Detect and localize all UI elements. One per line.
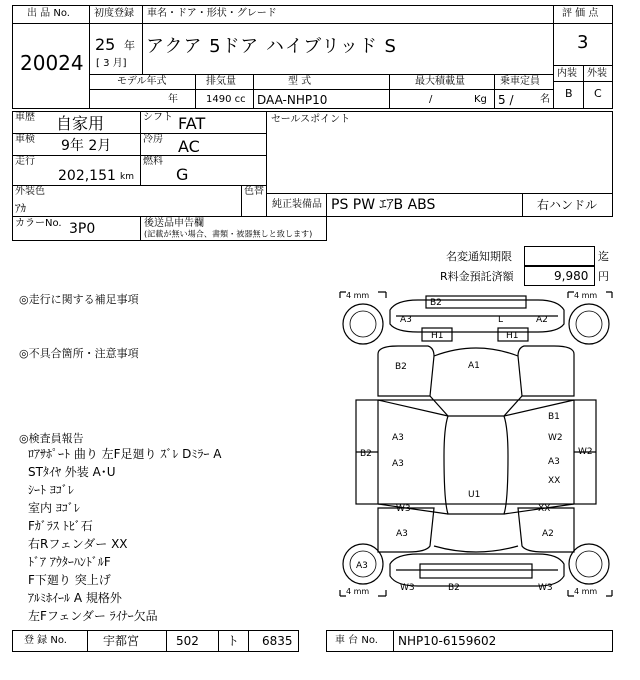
mark-xx-right-rear: XX <box>538 504 551 514</box>
type-label: 型 式 <box>288 76 312 87</box>
report-line: Fｶﾞﾗｽ ﾄﾋﾞ石 <box>28 519 93 533</box>
first-registration-month: [ 3 月] <box>96 58 127 69</box>
capacity-unit: 名 <box>540 94 550 105</box>
name-change-value-box <box>524 246 595 266</box>
registration-label: 登 録 No. <box>24 635 67 646</box>
model-year-unit: 年 <box>168 94 178 105</box>
mark-a1: A1 <box>468 361 480 371</box>
mark-a3-left-rear: A3 <box>396 529 408 539</box>
recycle-value: 9,980 <box>554 269 589 283</box>
name-change-label: 名変通知期限 <box>446 250 512 263</box>
interior-label: 内装 <box>557 68 577 79</box>
mark-a3-top: A3 <box>400 315 412 325</box>
interior-score: B <box>565 87 573 100</box>
history-label: 車歴 <box>15 112 35 123</box>
grade-value: 3 <box>577 32 589 53</box>
fuel-value: G <box>176 165 189 184</box>
mark-l: L <box>498 315 504 325</box>
displacement-value: 1490 cc <box>206 94 246 105</box>
car-condition-diagram <box>338 288 614 600</box>
mark-w3-bottom-left: W3 <box>400 583 415 593</box>
max-load-value: / <box>429 94 433 105</box>
corner-label-rear-left: 4 mm <box>346 587 370 596</box>
mileage-value: 202,151 <box>58 168 116 184</box>
mileage-label: 走行 <box>15 156 35 167</box>
mark-a3-left-wheel: A3 <box>356 561 368 571</box>
displacement-label: 排気量 <box>206 76 236 87</box>
car-name-label: 車名・ドア・形状・グレード <box>147 8 277 19</box>
grade-label: 評 価 点 <box>562 8 599 19</box>
car-name: アクア 5ドア ハイブリッド S <box>146 36 397 57</box>
corner-label-front-left: 4 mm <box>346 291 370 300</box>
color-number-value: 3P0 <box>69 221 96 237</box>
sales-point-label: セールスポイント <box>271 114 351 125</box>
chassis-number: NHP10-6159602 <box>398 634 497 648</box>
report-line: F下廻り 突上げ <box>28 573 111 587</box>
lot-label: 出 品 No. <box>27 8 70 19</box>
fuel-label: 燃料 <box>143 156 163 167</box>
driving-remarks-label: ◎走行に関する補足事項 <box>19 293 139 306</box>
inspection-value: 9年 2月 <box>61 138 112 154</box>
report-line: ｼｰﾄ ﾖｺﾞﾚ <box>28 483 74 497</box>
report-line: 左Fフェンダー ﾗｲﾅｰ欠品 <box>28 609 158 623</box>
name-change-unit: 迄 <box>598 250 609 263</box>
mark-xx-right-door: XX <box>548 476 561 486</box>
capacity-label: 乗車定員 <box>500 76 540 87</box>
ac-label: 冷房 <box>143 134 163 145</box>
mark-a3-left-door1: A3 <box>392 433 404 443</box>
mark-h1-left: H1 <box>431 331 444 341</box>
max-load-label: 最大積載量 <box>415 76 465 87</box>
mark-b2-bottom: B2 <box>448 583 460 593</box>
capacity-value: 5 / <box>498 93 514 107</box>
history-value: 自家用 <box>56 114 105 133</box>
registration-place: 宇都宮 <box>103 634 140 648</box>
color-change-label: 色替 <box>244 186 264 197</box>
mark-w3-bottom-right: W3 <box>538 583 553 593</box>
corner-label-rear-right: 4 mm <box>574 587 598 596</box>
mark-a2-top: A2 <box>536 315 548 325</box>
corner-label-front-right: 4 mm <box>574 291 598 300</box>
mark-b2-top: B2 <box>430 298 442 308</box>
exterior-label: 外装 <box>587 68 607 79</box>
mark-a3-left-door2: A3 <box>392 459 404 469</box>
aftermarket-note: (記載が無い場合、書類・被器無しと致します) <box>144 230 313 240</box>
mark-h1-right: H1 <box>506 331 519 341</box>
report-line: 室内 ﾖｺﾞﾚ <box>28 501 80 515</box>
first-registration-label: 初度登録 <box>94 8 134 19</box>
mark-b2-left-fender: B2 <box>395 362 407 372</box>
registration-class: 502 <box>176 634 199 648</box>
aftermarket-label: 後送品申告欄 <box>144 218 204 229</box>
mark-w2-right: W2 <box>548 433 563 443</box>
color-label: 外装色 <box>15 186 45 197</box>
mark-u1: U1 <box>468 490 481 500</box>
mark-b2-left-side: B2 <box>360 449 372 459</box>
shift-label: シフト <box>143 112 173 123</box>
mark-w2-far-right: W2 <box>578 447 593 457</box>
type-value: DAA-NHP10 <box>257 93 328 107</box>
equipment-value: PS PW ｴｱB ABS <box>331 197 436 213</box>
inspector-report-label: ◎検査員報告 <box>19 432 84 445</box>
first-registration-year: 25 <box>95 35 116 54</box>
mark-a2-right-rear: A2 <box>542 529 554 539</box>
equipment-label: 純正装備品 <box>272 199 322 210</box>
registration-kana: ト <box>227 634 240 648</box>
inspection-label: 車検 <box>15 134 35 145</box>
mileage-unit: km <box>120 172 134 182</box>
recycle-unit: 円 <box>598 270 609 283</box>
max-load-unit: Kg <box>474 94 487 105</box>
report-line: ｱﾙﾐﾎｲｰﾙ A 規格外 <box>28 591 122 605</box>
recycle-label: R料金預託済額 <box>440 270 514 283</box>
report-line: 右Rフェンダー XX <box>28 537 128 551</box>
registration-number: 6835 <box>262 634 293 648</box>
mark-a3-right-door: A3 <box>548 457 560 467</box>
first-registration-year-unit: 年 <box>124 39 135 52</box>
color-number-label: カラーNo. <box>15 218 62 229</box>
lot-number: 20024 <box>20 51 84 75</box>
defects-label: ◎不具合箇所・注意事項 <box>19 347 139 360</box>
exterior-score: C <box>594 87 602 100</box>
shift-value: FAT <box>178 114 206 133</box>
handle-value: 右ハンドル <box>537 198 598 212</box>
model-year-label: モデル年式 <box>117 76 167 87</box>
color-value: ｱｶ <box>15 202 26 215</box>
mark-w3-left: W3 <box>396 504 411 514</box>
report-line: ﾄﾞｱ ｱｳﾀｰﾊﾝﾄﾞﾙF <box>28 555 111 569</box>
chassis-label: 車 台 No. <box>335 635 378 646</box>
mark-b1: B1 <box>548 412 560 422</box>
report-line: STﾀｲﾔ 外装 A･U <box>28 465 116 479</box>
ac-value: AC <box>178 137 200 156</box>
report-line: ﾛｱｻﾎﾟｰﾄ 曲り 左F足廻り ｽﾞﾚ Dﾐﾗｰ A <box>28 447 222 461</box>
